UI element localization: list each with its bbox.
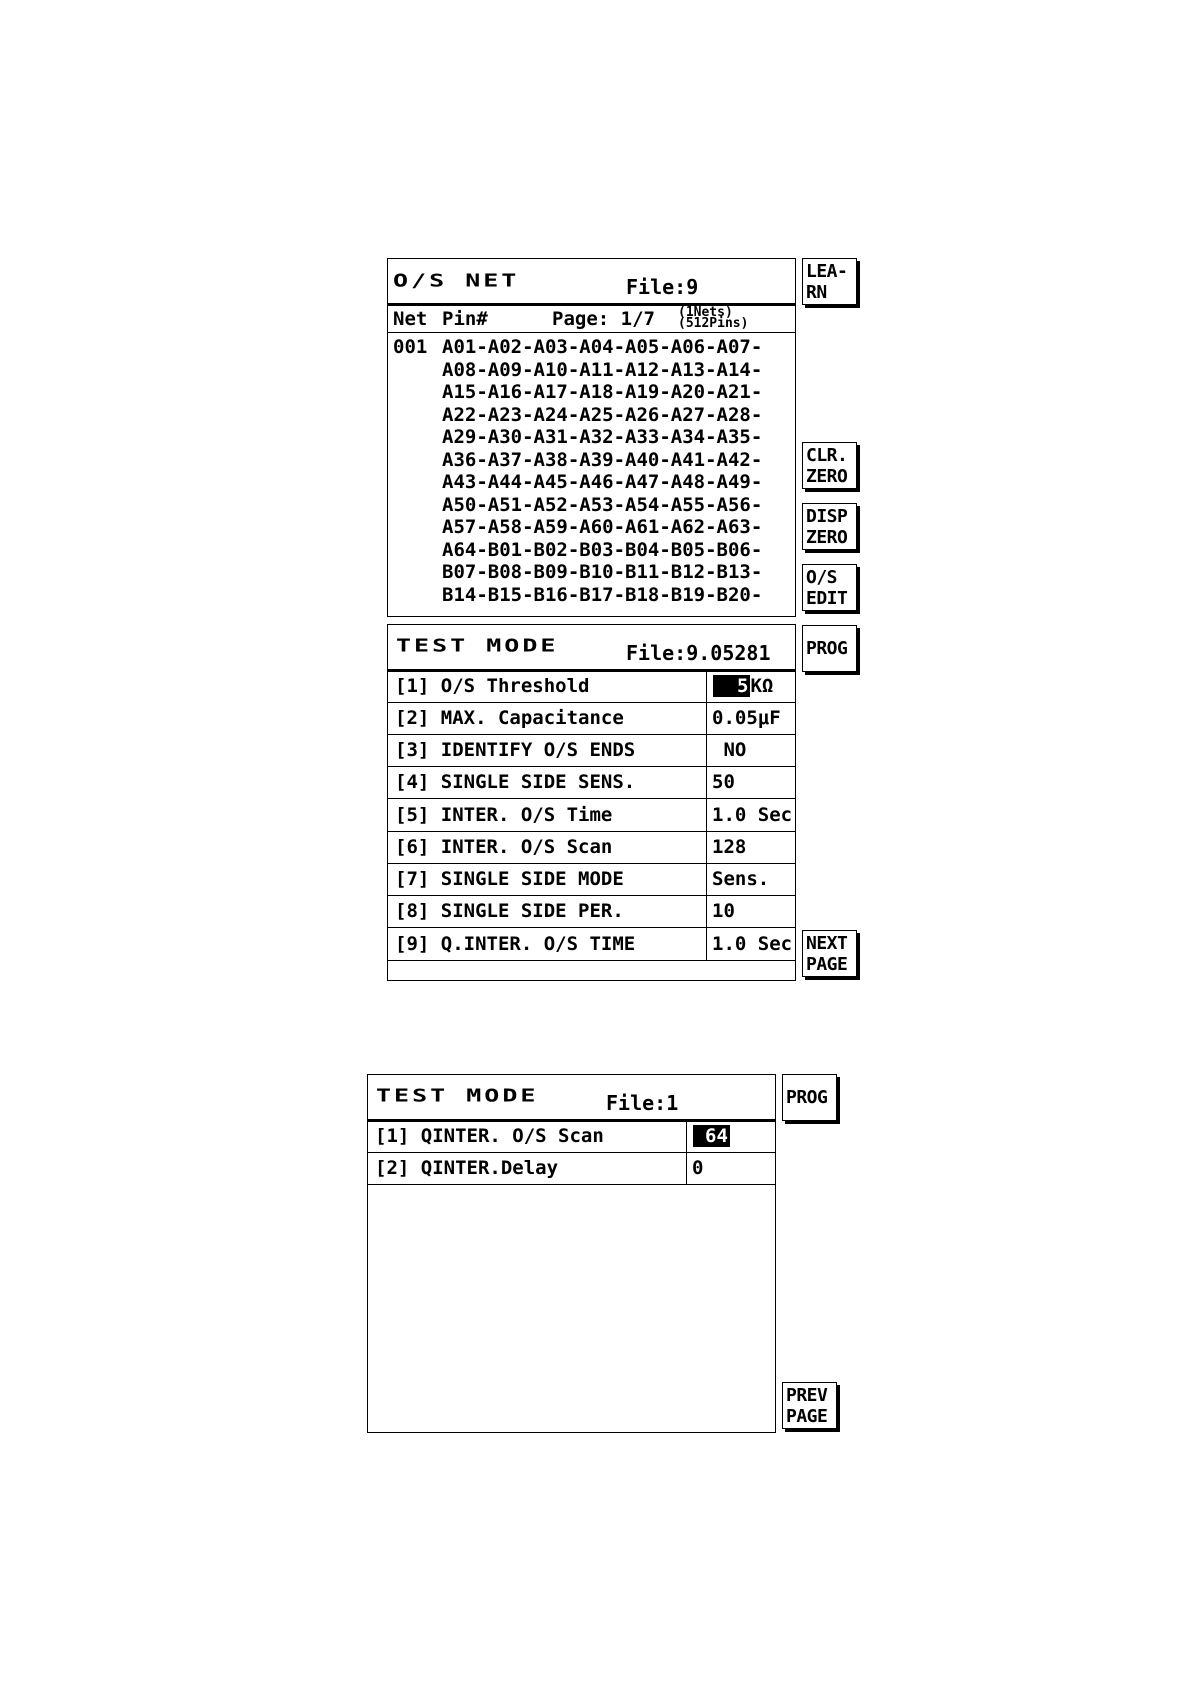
pin-line: A64-B01-B02-B03-B04-B05-B06- [442, 538, 763, 561]
test-mode-file: File:1 [606, 1091, 679, 1115]
setting-label: [7] SINGLE SIDE MODE [395, 868, 624, 890]
pin-line: B14-B15-B16-B17-B18-B19-B20- [442, 583, 763, 606]
learn-button[interactable] [802, 258, 857, 305]
next-page-button-label: PAGE [806, 954, 848, 975]
setting-label: [5] INTER. O/S Time [395, 804, 613, 826]
net-pin-list [442, 336, 762, 606]
prog-button[interactable] [802, 625, 857, 672]
pin-line: A08-A09-A10-A11-A12-A13-A14- [442, 358, 763, 381]
prev-page-button[interactable] [782, 1382, 837, 1429]
pin-line: A50-A51-A52-A53-A54-A55-A56- [442, 493, 763, 516]
setting-label: [3] IDENTIFY O/S ENDS [395, 739, 636, 761]
pin-line: A01-A02-A03-A04-A05-A06-A07- [442, 336, 763, 358]
setting-value[interactable]: Sens. [712, 868, 770, 890]
test-mode-file: File:9.05281 [626, 641, 771, 665]
setting-label: [1] QINTER. O/S Scan [375, 1125, 604, 1147]
setting-value[interactable] [693, 1125, 730, 1147]
os-edit-button[interactable] [802, 564, 857, 611]
setting-label: [4] SINGLE SIDE SENS. [395, 771, 636, 793]
col-pin-header: Pin# [442, 308, 488, 330]
pin-line: B07-B08-B09-B10-B11-B12-B13- [442, 561, 763, 583]
setting-value[interactable] [713, 675, 773, 697]
prog-button-2[interactable] [782, 1074, 837, 1121]
prev-page-button-label: PAGE [786, 1406, 828, 1427]
pin-line: A29-A30-A31-A32-A33-A34-A35- [442, 426, 763, 448]
test-mode-title: TEST MODE [396, 635, 559, 656]
pin-line: A22-A23-A24-A25-A26-A27-A28- [442, 403, 763, 426]
setting-value[interactable]: 1.0 Sec [712, 933, 793, 955]
selected-value: 5 [713, 675, 750, 697]
os-edit-button-label: O/S [806, 567, 838, 588]
test-mode-panel-2 [367, 1074, 776, 1433]
setting-label: [6] INTER. O/S Scan [395, 836, 613, 858]
pin-line: A43-A44-A45-A46-A47-A48-A49- [442, 471, 763, 493]
nets-count: (1Nets) [678, 305, 733, 320]
setting-label: [1] O/S Threshold [395, 675, 590, 697]
clr-zero-button-label: CLR. [806, 445, 848, 466]
setting-label: [9] Q.INTER. O/S TIME [395, 933, 636, 955]
disp-zero-button-label: ZERO [806, 527, 848, 548]
page-indicator: Page: 1/7 [552, 308, 655, 330]
selected-value: 64 [693, 1125, 730, 1147]
os-net-file: File:9 [626, 275, 699, 299]
learn-button-label: LEA- [806, 261, 848, 282]
next-page-button[interactable] [802, 930, 857, 977]
prog-button-label: PROG [806, 638, 848, 659]
setting-value[interactable]: 10 [712, 900, 735, 922]
pin-line: A36-A37-A38-A39-A40-A41-A42- [442, 448, 763, 471]
clr-zero-button[interactable] [802, 442, 857, 489]
disp-zero-button[interactable] [802, 503, 857, 550]
col-net-header: Net [393, 308, 428, 330]
prog-button-label: PROG [786, 1087, 828, 1108]
setting-value[interactable]: 0.05μF [712, 707, 781, 729]
os-edit-button-label: EDIT [806, 588, 848, 609]
net-number: 001 [393, 336, 428, 358]
test-mode-panel [387, 624, 796, 981]
value-unit: KΩ [750, 675, 774, 697]
test-mode-title: TEST MODE [376, 1085, 539, 1106]
prev-page-button-label: PREV [786, 1385, 828, 1406]
learn-button-label: RN [806, 282, 827, 303]
os-net-panel [387, 258, 796, 617]
pins-count: (512Pins) [678, 316, 749, 331]
os-net-title: O/S NET [393, 270, 520, 291]
disp-zero-button-label: DISP [806, 506, 848, 527]
setting-value[interactable]: 128 [712, 836, 747, 858]
pin-line: A15-A16-A17-A18-A19-A20-A21- [442, 381, 763, 403]
setting-value[interactable]: 50 [712, 771, 735, 793]
setting-label: [2] QINTER.Delay [375, 1157, 559, 1179]
setting-value[interactable]: 0 [692, 1157, 704, 1179]
setting-value[interactable]: 1.0 Sec [712, 804, 793, 826]
pin-line: A57-A58-A59-A60-A61-A62-A63- [442, 516, 763, 538]
clr-zero-button-label: ZERO [806, 466, 848, 487]
setting-label: [8] SINGLE SIDE PER. [395, 900, 624, 922]
setting-value[interactable]: NO [712, 739, 747, 761]
setting-label: [2] MAX. Capacitance [395, 707, 624, 729]
next-page-button-label: NEXT [806, 933, 848, 954]
